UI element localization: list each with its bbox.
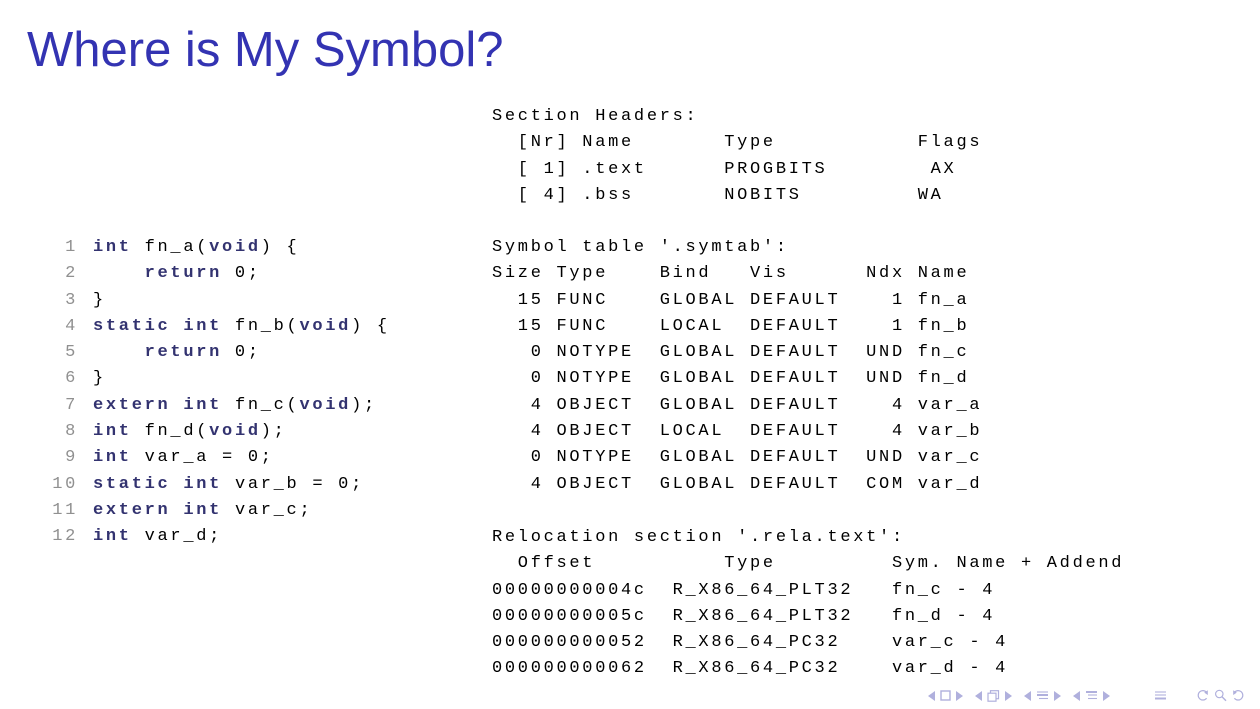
back-icon[interactable] [1195,689,1209,702]
output-title: Relocation section '.rela.text': [492,528,905,547]
output-title: Symbol table '.symtab': [492,238,789,257]
relocation-block [492,525,1124,683]
output-row: 4 OBJECT GLOBAL DEFAULT 4 var_a [492,395,983,415]
slide-icon[interactable] [940,690,951,701]
search-icon[interactable] [1214,689,1227,702]
history-nav-group [1195,689,1246,702]
output-title: Section Headers: [492,107,699,126]
output-header: Size Type Bind Vis Ndx Name [492,264,970,284]
frame-icon[interactable] [987,690,1000,702]
output-row: 4 OBJECT LOCAL DEFAULT 4 var_b [492,422,983,442]
subsection-icon[interactable] [1036,690,1049,701]
symbol-table-block [492,235,982,498]
code-text: static int var_b = 0; [93,474,364,494]
code-text: int fn_a(void) { [93,238,300,257]
prev-subsection-icon[interactable] [1024,691,1031,701]
frame-nav-group [975,690,1012,702]
code-line [40,419,390,445]
code-line [40,314,390,340]
page-title: Where is My Symbol? [27,23,504,77]
code-text: return 0; [144,264,261,284]
code-line [40,472,390,498]
section-icon[interactable] [1085,690,1098,701]
code-text: extern int fn_c(void); [93,395,377,415]
prev-section-icon[interactable] [1073,691,1080,701]
forward-icon[interactable] [1232,689,1246,702]
code-text: return 0; [144,343,261,363]
section-nav-group [1073,690,1110,701]
code-text: } [93,290,106,310]
line-number: 3 [65,290,78,310]
line-number: 4 [65,316,78,336]
line-number: 11 [52,500,78,520]
code-line [40,261,390,287]
next-frame-icon[interactable] [1005,691,1012,701]
next-section-icon[interactable] [1103,691,1110,701]
output-row: 15 FUNC GLOBAL DEFAULT 1 fn_a [492,290,970,310]
output-row: 000000000062 R_X86_64_PC32 var_d - 4 [492,659,1009,679]
code-line [40,393,390,419]
output-row: [ 4] .bss NOBITS WA [492,185,944,205]
section-headers-block [492,104,982,209]
code-line [40,235,390,261]
line-number: 9 [65,448,78,468]
code-text: static int fn_b(void) { [93,316,390,336]
code-line [40,445,390,471]
code-listing [40,235,390,551]
code-line [40,366,390,392]
code-text: } [93,369,106,389]
subsection-nav-group [1024,690,1061,701]
output-header: Offset Type Sym. Name + Addend [492,554,1125,574]
line-number: 5 [65,343,78,363]
output-row: 0 NOTYPE GLOBAL DEFAULT UND var_c [492,448,983,468]
output-row: 00000000005c R_X86_64_PLT32 fn_d - 4 [492,606,996,626]
code-line [40,524,390,550]
code-line [40,340,390,366]
line-number: 1 [65,238,78,257]
code-text: int var_a = 0; [93,448,274,468]
output-header: [Nr] Name Type Flags [492,133,983,153]
beamer-navigation-bar [928,689,1246,702]
code-line [40,288,390,314]
output-row: 0 NOTYPE GLOBAL DEFAULT UND fn_d [492,369,970,389]
line-number: 6 [65,369,78,389]
code-text: extern int var_c; [93,500,313,520]
output-row: 0 NOTYPE GLOBAL DEFAULT UND fn_c [492,343,970,363]
next-slide-icon[interactable] [956,691,963,701]
line-number: 8 [65,422,78,442]
code-text: int fn_d(void); [93,422,287,442]
line-number: 10 [52,474,78,494]
output-row: 15 FUNC LOCAL DEFAULT 1 fn_b [492,316,970,336]
appendix-icon[interactable] [1154,690,1167,701]
slide-nav-group [928,690,963,701]
output-row: [ 1] .text PROGBITS AX [492,159,957,179]
line-number: 2 [65,264,78,284]
prev-frame-icon[interactable] [975,691,982,701]
prev-slide-icon[interactable] [928,691,935,701]
output-row: 4 OBJECT GLOBAL DEFAULT COM var_d [492,474,983,494]
code-line [40,498,390,524]
line-number: 7 [65,395,78,415]
code-text: int var_d; [93,527,223,547]
output-row: 00000000004c R_X86_64_PLT32 fn_c - 4 [492,580,996,600]
output-row: 000000000052 R_X86_64_PC32 var_c - 4 [492,633,1009,653]
line-number: 12 [52,527,78,547]
next-subsection-icon[interactable] [1054,691,1061,701]
appendix-nav-group [1154,690,1167,701]
